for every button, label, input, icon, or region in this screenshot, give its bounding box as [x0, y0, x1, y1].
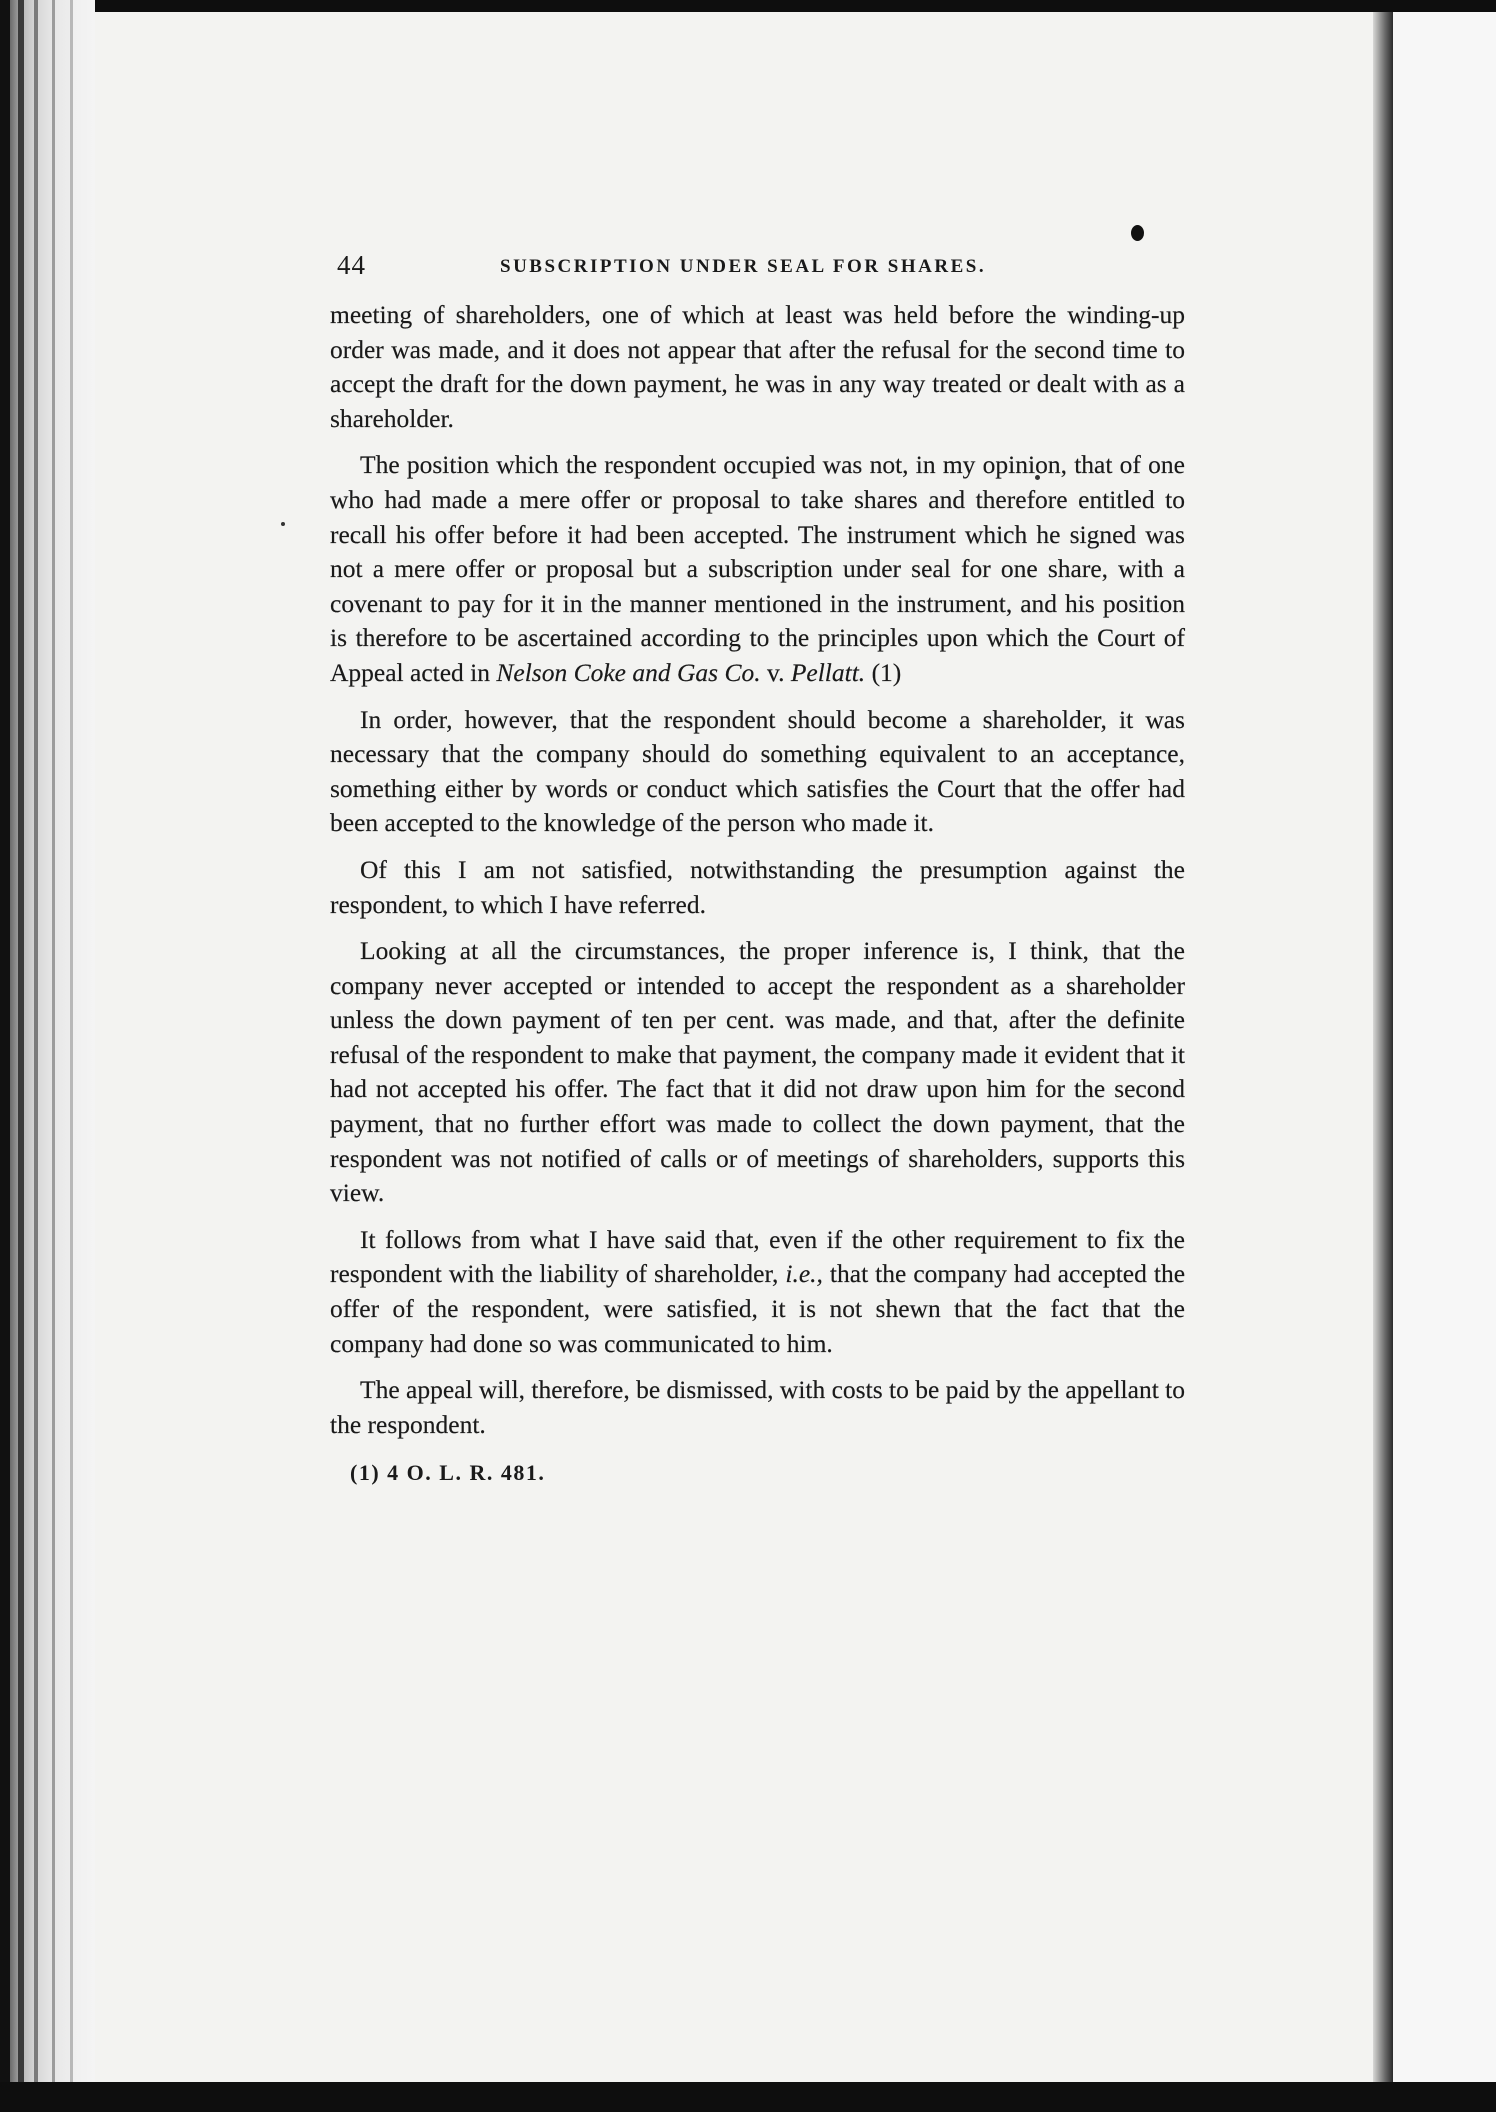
page-text [330, 250, 1185, 1486]
paragraph-3: In order, however, that the respondent should become a shareholder, it was necessary that the company should do something equivalent to an acceptance, something either by words or conduct which satisfies the Court that the offer had been accepted to the knowledge of the person who made it. [330, 704, 1185, 838]
case-name: Nelson Coke and Gas Co. [496, 657, 761, 687]
running-head [330, 250, 1185, 298]
paragraph-2-text: The position which the respondent occupied was not, in my opinion, that of one who had made a mere offer or proposal to take shares and therefore entitled to recall his offer before it had been accepted. The instrument which he signed was not a mere offer or proposal but a subscription under seal for one share, with a covenant to pay for it in the manner mentioned in the instrument, and his position is therefore to be ascertained according to the principles upon which the Court of Appeal acted in [330, 450, 1185, 687]
footnote: (1) 4 O. L. R. 481. [350, 1460, 546, 1486]
scan-bottom-border [0, 2082, 1496, 2112]
paragraph-6-text: requirement to fix the respondent with the liability of shareholder, [330, 1224, 1185, 1289]
paragraph-6-lead: It follows from what I have said that, even if the other [360, 1224, 945, 1254]
paragraph-7: The appeal will, therefore, be dismissed, with costs to be paid by the appellant to the respondent. [330, 1375, 1185, 1439]
case-party: Pellatt. [790, 657, 866, 687]
ink-blot [1131, 225, 1144, 241]
gutter-shadow [1373, 12, 1393, 2084]
ink-speck [281, 522, 285, 526]
facing-page-edge [1393, 12, 1496, 2084]
paragraph-1: meeting of shareholders, one of which at least was held before the winding-up order was made, and it does not appear that after the refusal for the second time to accept the draft for the down payment, he was in any way treated or dealt with as a shareholder. [330, 300, 1185, 433]
running-title: SUBSCRIPTION UNDER SEAL FOR SHARES. [500, 256, 987, 277]
book-binding-edge [0, 0, 95, 2112]
case-versus: v. [766, 657, 785, 687]
page-number: 44 [337, 250, 366, 280]
paragraph-6-rest: that the company had accepted the offer of the respondent, were satisfied, it is not shewn that the fact that the company had done so was communicated to him. [330, 1259, 1186, 1358]
paragraph-5: Looking at all the circumstances, the proper inference is, I think, that the company never accepted or intended to accept the respondent as a shareholder unless the down payment of ten per cent. was made, and that, after the definite refusal of the respondent to make that payment, the company made it evident that it had not accepted his offer. The fact that it did not draw upon him for the second payment, that no further effort was made to collect the down payment, that the respondent was not notified of calls or of meetings of shareholders, supports this view. [330, 936, 1185, 1208]
paragraph-4: Of this I am not satisfied, notwithstanding the presumption against the respondent, to which I have referred. [330, 854, 1185, 919]
paragraph-2 [330, 448, 1185, 690]
paragraph-6 [330, 1223, 1185, 1361]
footnote-ref: (1) [871, 657, 902, 687]
ie-abbrev: i.e., [785, 1259, 823, 1289]
